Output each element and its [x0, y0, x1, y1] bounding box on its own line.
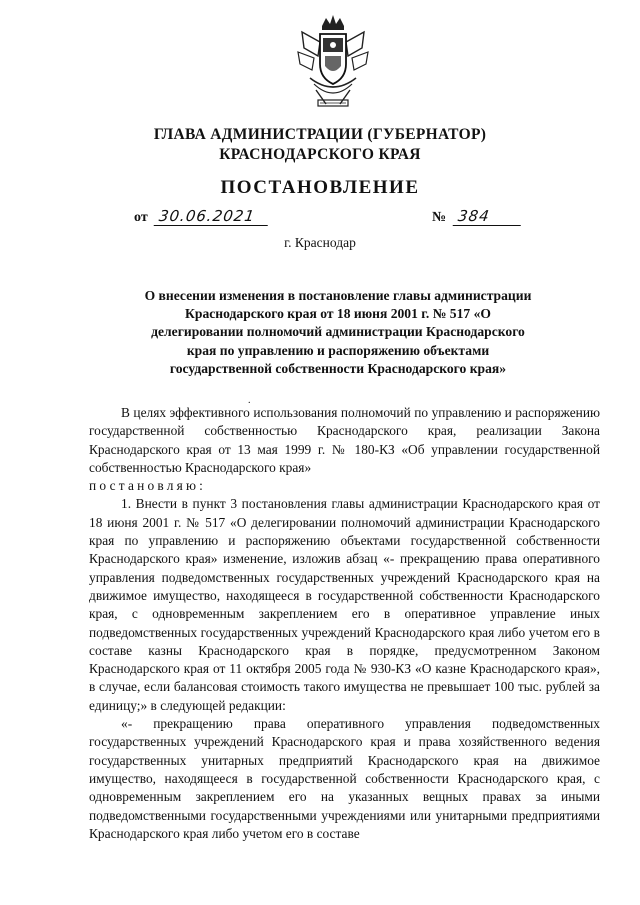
city-line: г. Краснодар: [284, 235, 356, 250]
preamble-text: В целях эффективного использования полномочий по управлению и распоряжению государственной собственностью Краснодарского края, реализации Закона Краснодарского края от 13 мая 1999 г. № 180-КЗ «Об управлении государственной собственностью Краснодарского края»: [89, 405, 600, 475]
item-1-quote-paragraph: «- прекращению права оперативного управления подведомственных государственных учреждений Краснодарского края и права хозяйственного ведения государственных унитарных предприятий Краснодарского края на движимое имущество, находящееся в государственной собственности Краснодарского края, с одновременным закреплением его на указанных вещных правах за иными подведомственными государственными учреждениями или унитарными предприятиями Краснодарского края либо учетом его в составе: [89, 716, 600, 841]
number-row: [432, 207, 522, 226]
handwritten-date: 30.06.2021: [154, 207, 271, 226]
item-1-paragraph: 1. Внести в пункт 3 постановления главы администрации Краснодарского края от 18 июня 2001 г. № 517 «О делегировании полномочий администрации Краснодарского края по управлению и распоряжению объектами государственной собственности Краснодарского края» изменение, изложив абзац «- прекращению права оперативного управления подведомственных государственных учреждений Краснодарского края на движимое имущество, находящееся в государственной собственности Краснодарского края, с одновременным закреплением его в оперативное управление иных подведомственных государственных учреждений Краснодарского края либо учетом его в составе казны Краснодарского края в порядке, предусмотренном Законом Краснодарского края от 11 октября 2005 года № 930-КЗ «О казне Краснодарского края», в случае, если балансовая стоимость такого имущества не превышает 100 тыс. рублей за единицу;» в следующей редакции:: [89, 496, 600, 713]
date-prefix: от: [134, 210, 148, 225]
preamble-paragraph: [89, 404, 600, 477]
decree-body: [89, 404, 600, 843]
decree-title: О внесении изменения в постановление главы администрации Краснодарского края от 18 июня 2001 г. № 517 «О делегировании полномочий администрации Краснодарского края по управлению и распоряжению объектами государственной собственности Краснодарского края»: [144, 288, 532, 376]
resolve-word: постановляю:: [89, 478, 207, 494]
resolve-paragraph: [89, 477, 600, 495]
coat-of-arms-emblem: [292, 12, 374, 112]
document-type-heading: ПОСТАНОВЛЕНИЕ: [220, 177, 420, 198]
date-row: [134, 207, 269, 226]
handwritten-number: 384: [452, 207, 523, 226]
authority-title-line-1: ГЛАВА АДМИНИСТРАЦИИ (ГУБЕРНАТОР): [153, 126, 487, 143]
stray-dot: .: [248, 395, 251, 406]
number-prefix: №: [432, 210, 447, 225]
authority-title-line-2: КРАСНОДАРСКОГО КРАЯ: [219, 146, 421, 163]
